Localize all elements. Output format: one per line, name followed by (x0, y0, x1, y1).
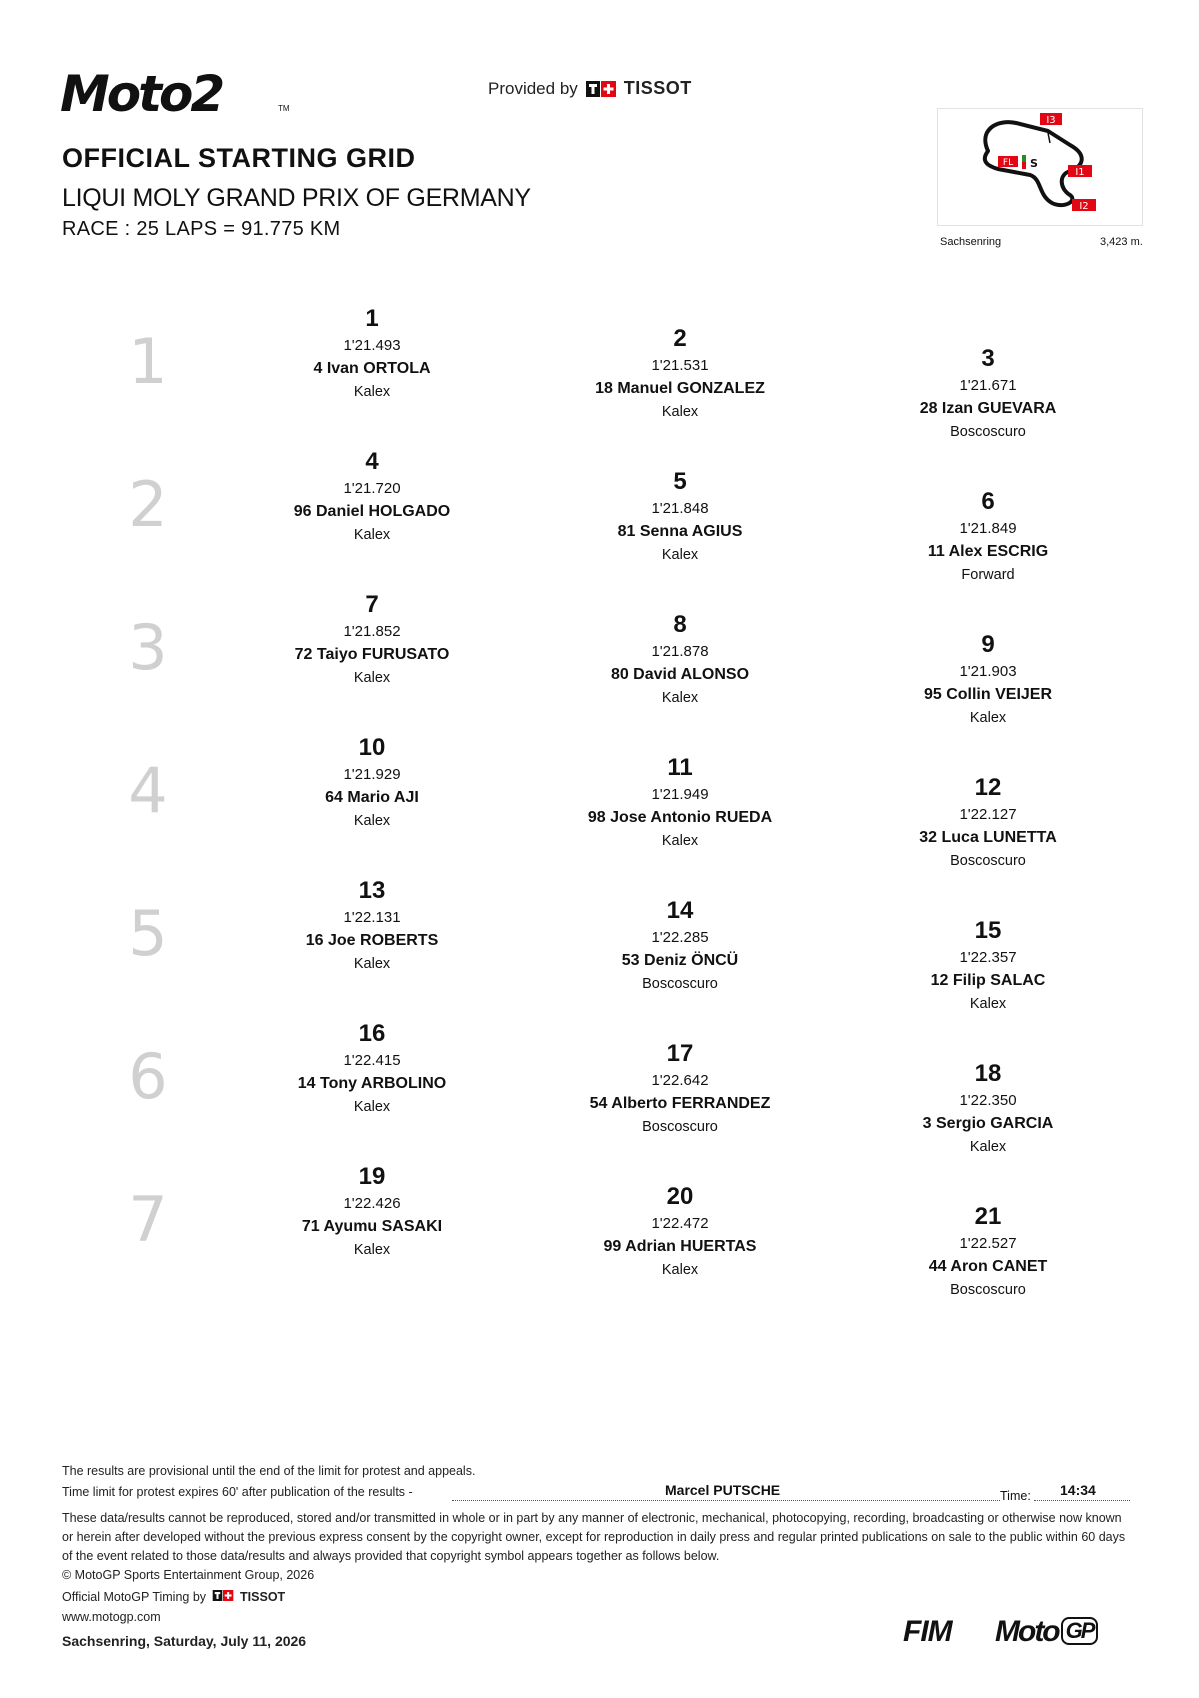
grid-position: 20 (666, 1183, 694, 1210)
signature-line (452, 1500, 1000, 1501)
grid-position: 2 (673, 325, 687, 352)
grid-slot (550, 897, 810, 995)
grid-position: 13 (358, 877, 386, 904)
rider-name: 12 Filip SALAC (930, 972, 1046, 989)
best-lap-time: 1'22.415 (343, 1052, 401, 1069)
grid-slot (858, 631, 1118, 729)
grid-slot (550, 611, 810, 709)
rider-name: 81 Senna AGIUS (617, 523, 743, 540)
best-lap-time: 1'22.127 (959, 806, 1017, 823)
timing-credit-label: Official MotoGP Timing by (62, 1590, 207, 1604)
race-info: RACE : 25 LAPS = 91.775 KM (62, 218, 341, 240)
grid-row-number: 5 (128, 897, 168, 970)
grid-position: 3 (981, 345, 995, 372)
team-name: Boscoscuro (642, 976, 718, 992)
marker-fl-label: FL (1002, 158, 1014, 168)
marker-i2-label: I2 (1079, 201, 1089, 212)
rider-name: 18 Manuel GONZALEZ (595, 380, 765, 397)
grid-position: 21 (974, 1203, 1002, 1230)
team-name: Kalex (661, 547, 699, 563)
team-name: Kalex (661, 1262, 699, 1278)
grid-position: 14 (666, 897, 694, 924)
team-name: Kalex (353, 1099, 391, 1115)
grid-position: 7 (365, 591, 379, 618)
team-name: Kalex (353, 670, 391, 686)
rider-name: 99 Adrian HUERTAS (603, 1238, 757, 1255)
grid-position: 16 (358, 1020, 386, 1047)
grid-position: 6 (981, 488, 995, 515)
team-name: Kalex (353, 527, 391, 543)
signer-name: Marcel PUTSCHE (665, 1482, 781, 1498)
rider-name: 28 Izan GUEVARA (919, 400, 1057, 417)
grid-slot (242, 305, 502, 403)
rider-name: 72 Taiyo FURUSATO (294, 646, 450, 663)
grid-slot (242, 1163, 502, 1261)
motogp-logo (995, 1615, 1098, 1649)
provided-by-label: Provided by (488, 78, 578, 98)
grid-position: 12 (974, 774, 1002, 801)
team-name: Kalex (661, 833, 699, 849)
grid-slot (858, 774, 1118, 872)
grid-row-number: 6 (128, 1040, 168, 1113)
team-name: Forward (961, 567, 1015, 583)
event-name: LIQUI MOLY GRAND PRIX OF GERMANY (62, 184, 531, 212)
rider-name: 96 Daniel HOLGADO (293, 503, 451, 520)
rider-name: 4 Ivan ORTOLA (313, 360, 431, 377)
grid-row-number: 1 (128, 325, 168, 398)
grid-row-number: 2 (128, 468, 168, 541)
best-lap-time: 1'21.878 (651, 643, 709, 660)
website-link[interactable]: www.motogp.com (62, 1610, 161, 1624)
rider-name: 14 Tony ARBOLINO (297, 1075, 447, 1092)
track-name: Sachsenring (940, 236, 1002, 248)
grid-position: 10 (358, 734, 386, 761)
track-map (937, 108, 1143, 226)
rider-name: 16 Joe ROBERTS (305, 932, 439, 949)
rider-name: 11 Alex ESCRIG (927, 543, 1049, 560)
grid-slot (858, 1203, 1118, 1301)
grid-position: 5 (673, 468, 687, 495)
team-name: Boscoscuro (950, 424, 1026, 440)
team-name: Kalex (969, 710, 1007, 726)
grid-slot (242, 1020, 502, 1118)
marker-i3-label: I3 (1046, 115, 1056, 126)
time-value: 14:34 (1060, 1482, 1096, 1498)
motogp-logo-gp: GP (1061, 1617, 1099, 1645)
grid-position: 9 (981, 631, 995, 658)
team-name: Boscoscuro (642, 1119, 718, 1135)
timing-sponsor: TISSOT (240, 1590, 286, 1604)
grid-row-number: 4 (128, 754, 168, 827)
team-name: Kalex (661, 690, 699, 706)
best-lap-time: 1'21.929 (343, 766, 401, 783)
grid-slot (550, 754, 810, 852)
grid-position: 17 (666, 1040, 694, 1067)
best-lap-time: 1'22.472 (651, 1215, 709, 1232)
best-lap-time: 1'22.285 (651, 929, 709, 946)
time-label: Time: (1000, 1489, 1031, 1503)
best-lap-time: 1'21.903 (959, 663, 1017, 680)
grid-slot (242, 591, 502, 689)
best-lap-time: 1'21.493 (343, 337, 401, 354)
team-name: Boscoscuro (950, 1282, 1026, 1298)
team-name: Kalex (661, 404, 699, 420)
rider-name: 3 Sergio GARCIA (922, 1115, 1054, 1132)
moto2-logo (60, 65, 290, 123)
grid-slot (858, 345, 1118, 443)
best-lap-time: 1'21.531 (651, 357, 709, 374)
venue-date: Sachsenring, Saturday, July 11, 2026 (62, 1633, 307, 1649)
rider-name: 54 Alberto FERRANDEZ (589, 1095, 771, 1112)
grid-slot (242, 734, 502, 832)
trademark-mark: TM (278, 104, 290, 113)
grid-row-number: 7 (128, 1183, 168, 1256)
best-lap-time: 1'22.131 (343, 909, 401, 926)
provided-by (488, 78, 692, 99)
grid-position: 4 (365, 448, 379, 475)
rider-name: 98 Jose Antonio RUEDA (587, 809, 773, 826)
legal-notice: These data/results cannot be reproduced, stored and/or transmitted in whole or in part by any manner of electronic, mechanical, photocopying, recording, broadcasting or otherwise now known or herein after developed without the previous express consent by the copyright owner, except for reproduction in daily press and regular printed publications on sale to the public within 60 days of the event related to those data/results and always provided that copyright symbol appears together as follows below. (62, 1511, 1126, 1563)
best-lap-time: 1'22.350 (959, 1092, 1017, 1109)
best-lap-time: 1'21.852 (343, 623, 401, 640)
best-lap-time: 1'22.527 (959, 1235, 1017, 1252)
team-name: Kalex (353, 1242, 391, 1258)
time-line (1034, 1500, 1130, 1501)
grid-slot (858, 1060, 1118, 1158)
grid-slot (550, 1183, 810, 1281)
tissot-cross-small-icon (212, 1590, 234, 1604)
grid-slot (858, 488, 1118, 586)
best-lap-time: 1'22.357 (959, 949, 1017, 966)
grid-slot (242, 877, 502, 975)
best-lap-time: 1'22.426 (343, 1195, 401, 1212)
tissot-cross-icon (586, 81, 616, 97)
rider-name: 95 Collin VEIJER (923, 686, 1053, 703)
rider-name: 44 Aron CANET (928, 1258, 1048, 1275)
best-lap-time: 1'22.642 (651, 1072, 709, 1089)
rider-name: 53 Deniz ÖNCÜ (621, 952, 739, 969)
team-name: Boscoscuro (950, 853, 1026, 869)
team-name: Kalex (969, 996, 1007, 1012)
moto2-logo-text: Moto2 (60, 65, 223, 123)
rider-name: 80 David ALONSO (610, 666, 750, 683)
grid-position: 15 (974, 917, 1002, 944)
tissot-wordmark: TISSOT (623, 78, 692, 98)
fim-logo: FIM (903, 1615, 952, 1648)
best-lap-time: 1'21.720 (343, 480, 401, 497)
rider-name: 64 Mario AJI (325, 789, 419, 806)
best-lap-time: 1'21.849 (959, 520, 1017, 537)
grid-slot (550, 1040, 810, 1138)
team-name: Kalex (353, 384, 391, 400)
best-lap-time: 1'21.848 (651, 500, 709, 517)
marker-s-label: S (1030, 157, 1038, 170)
team-name: Kalex (353, 956, 391, 972)
best-lap-time: 1'21.949 (651, 786, 709, 803)
grid-slot (858, 917, 1118, 1015)
grid-slot (550, 468, 810, 566)
best-lap-time: 1'21.671 (959, 377, 1017, 394)
page-title: OFFICIAL STARTING GRID (62, 143, 416, 173)
rider-name: 32 Luca LUNETTA (919, 829, 1057, 846)
team-name: Kalex (969, 1139, 1007, 1155)
protest-limit-note: Time limit for protest expires 60' after publication of the results - (62, 1485, 413, 1499)
team-name: Kalex (353, 813, 391, 829)
grid-position: 19 (358, 1163, 386, 1190)
timing-credit (62, 1590, 285, 1604)
grid-position: 1 (365, 305, 379, 332)
track-length: 3,423 m. (1100, 236, 1143, 248)
grid-position: 11 (667, 754, 693, 781)
provisional-note: The results are provisional until the end of the limit for protest and appeals. (62, 1464, 476, 1478)
rider-name: 71 Ayumu SASAKI (301, 1218, 443, 1235)
grid-row-number: 3 (128, 611, 168, 684)
marker-i1-label: I1 (1075, 167, 1085, 178)
motogp-logo-moto: Moto (995, 1615, 1059, 1648)
copyright-line: © MotoGP Sports Entertainment Group, 2026 (62, 1568, 315, 1582)
grid-slot (550, 325, 810, 423)
grid-position: 18 (974, 1060, 1002, 1087)
grid-slot (242, 448, 502, 546)
grid-position: 8 (673, 611, 687, 638)
